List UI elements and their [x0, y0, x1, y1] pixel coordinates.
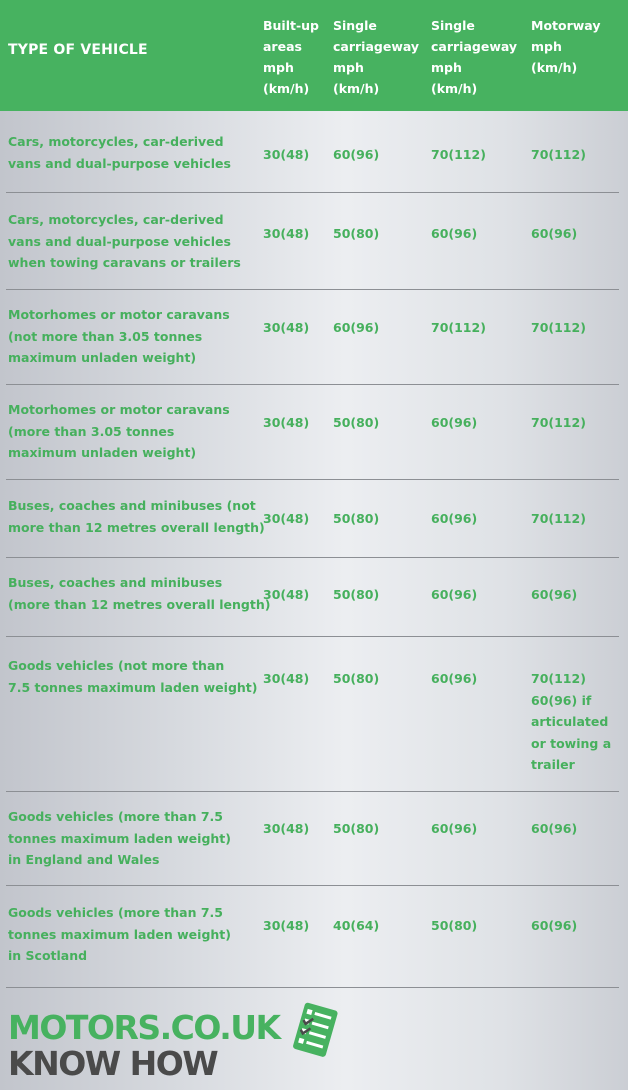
table-row	[6, 480, 619, 558]
dual-carriageway-limit: 60(96)	[431, 511, 478, 526]
dual-carriageway-limit: 70(112)	[431, 147, 486, 162]
table-row	[6, 193, 619, 290]
motorway-limit: 70(112)	[531, 320, 586, 335]
vehicle-type-cell: Cars, motorcycles, car-derived vans and dual-purpose vehicles	[8, 134, 231, 171]
table-row	[6, 111, 619, 193]
built-up-limit: 30(48)	[263, 226, 310, 241]
header-single-carriageway-1: Single carriageway mph (km/h)	[333, 18, 420, 96]
motorway-limit: 70(112)	[531, 147, 586, 162]
built-up-limit: 30(48)	[263, 320, 310, 335]
vehicle-type-cell: Buses, coaches and minibuses (more than 12 metres overall length)	[8, 575, 271, 612]
built-up-limit: 30(48)	[263, 511, 310, 526]
logo-line-know-how: KNOW HOW	[8, 1044, 218, 1083]
motors-logo[interactable]	[8, 1010, 280, 1082]
table-row	[6, 385, 619, 480]
motorway-limit: 70(112)	[531, 511, 586, 526]
single-carriageway-limit: 60(96)	[333, 147, 380, 162]
header-vehicle-type: TYPE OF VEHICLE	[8, 42, 148, 58]
checklist-icon	[292, 1002, 340, 1060]
speed-limit-table	[0, 111, 628, 988]
table-row	[6, 886, 619, 988]
vehicle-type-cell: Goods vehicles (more than 7.5 tonnes maximum laden weight) in Scotland	[8, 905, 231, 963]
dual-carriageway-limit: 60(96)	[431, 821, 478, 836]
header-motorway: Motorway mph (km/h)	[531, 18, 601, 75]
built-up-limit: 30(48)	[263, 918, 310, 933]
table-row	[6, 637, 619, 792]
table-row	[6, 792, 619, 886]
single-carriageway-limit: 50(80)	[333, 821, 380, 836]
motorway-limit: 70(112)	[531, 415, 586, 430]
motorway-limit: 60(96)	[531, 587, 578, 602]
dual-carriageway-limit: 70(112)	[431, 320, 486, 335]
built-up-limit: 30(48)	[263, 671, 310, 686]
single-carriageway-limit: 50(80)	[333, 511, 380, 526]
dual-carriageway-limit: 60(96)	[431, 671, 478, 686]
dual-carriageway-limit: 60(96)	[431, 226, 478, 241]
single-carriageway-limit: 50(80)	[333, 226, 380, 241]
header-built-up-areas: Built-up areas mph (km/h)	[263, 18, 320, 96]
single-carriageway-limit: 40(64)	[333, 918, 380, 933]
dual-carriageway-limit: 50(80)	[431, 918, 478, 933]
table-row	[6, 290, 619, 385]
table-header	[0, 0, 628, 111]
motorway-limit: 60(96)	[531, 821, 578, 836]
single-carriageway-limit: 50(80)	[333, 587, 380, 602]
built-up-limit: 30(48)	[263, 415, 310, 430]
built-up-limit: 30(48)	[263, 587, 310, 602]
vehicle-type-cell: Motorhomes or motor caravans (more than 3.05 tonnes maximum unladen weight)	[8, 402, 230, 460]
dual-carriageway-limit: 60(96)	[431, 587, 478, 602]
built-up-limit: 30(48)	[263, 821, 310, 836]
vehicle-type-cell: Goods vehicles (more than 7.5 tonnes maximum laden weight) in England and Wales	[8, 809, 231, 867]
single-carriageway-limit: 50(80)	[333, 671, 380, 686]
motorway-limit: 60(96)	[531, 918, 578, 933]
logo-line-motors: MOTORS.CO.UK	[8, 1008, 280, 1047]
vehicle-type-cell: Motorhomes or motor caravans (not more than 3.05 tonnes maximum unladen weight)	[8, 307, 230, 365]
built-up-limit: 30(48)	[263, 147, 310, 162]
dual-carriageway-limit: 60(96)	[431, 415, 478, 430]
single-carriageway-limit: 60(96)	[333, 320, 380, 335]
vehicle-type-cell: Buses, coaches and minibuses (not more than 12 metres overall length)	[8, 498, 265, 535]
vehicle-type-cell: Goods vehicles (not more than 7.5 tonnes maximum laden weight)	[8, 658, 258, 695]
vehicle-type-cell: Cars, motorcycles, car-derived vans and dual-purpose vehicles when towing caravans or trailers	[8, 212, 241, 270]
motorway-limit: 70(112) 60(96) if articulated or towing a trailer	[531, 671, 612, 772]
header-single-carriageway-2: Single carriageway mph (km/h)	[431, 18, 518, 96]
single-carriageway-limit: 50(80)	[333, 415, 380, 430]
motorway-limit: 60(96)	[531, 226, 578, 241]
table-row	[6, 558, 619, 637]
